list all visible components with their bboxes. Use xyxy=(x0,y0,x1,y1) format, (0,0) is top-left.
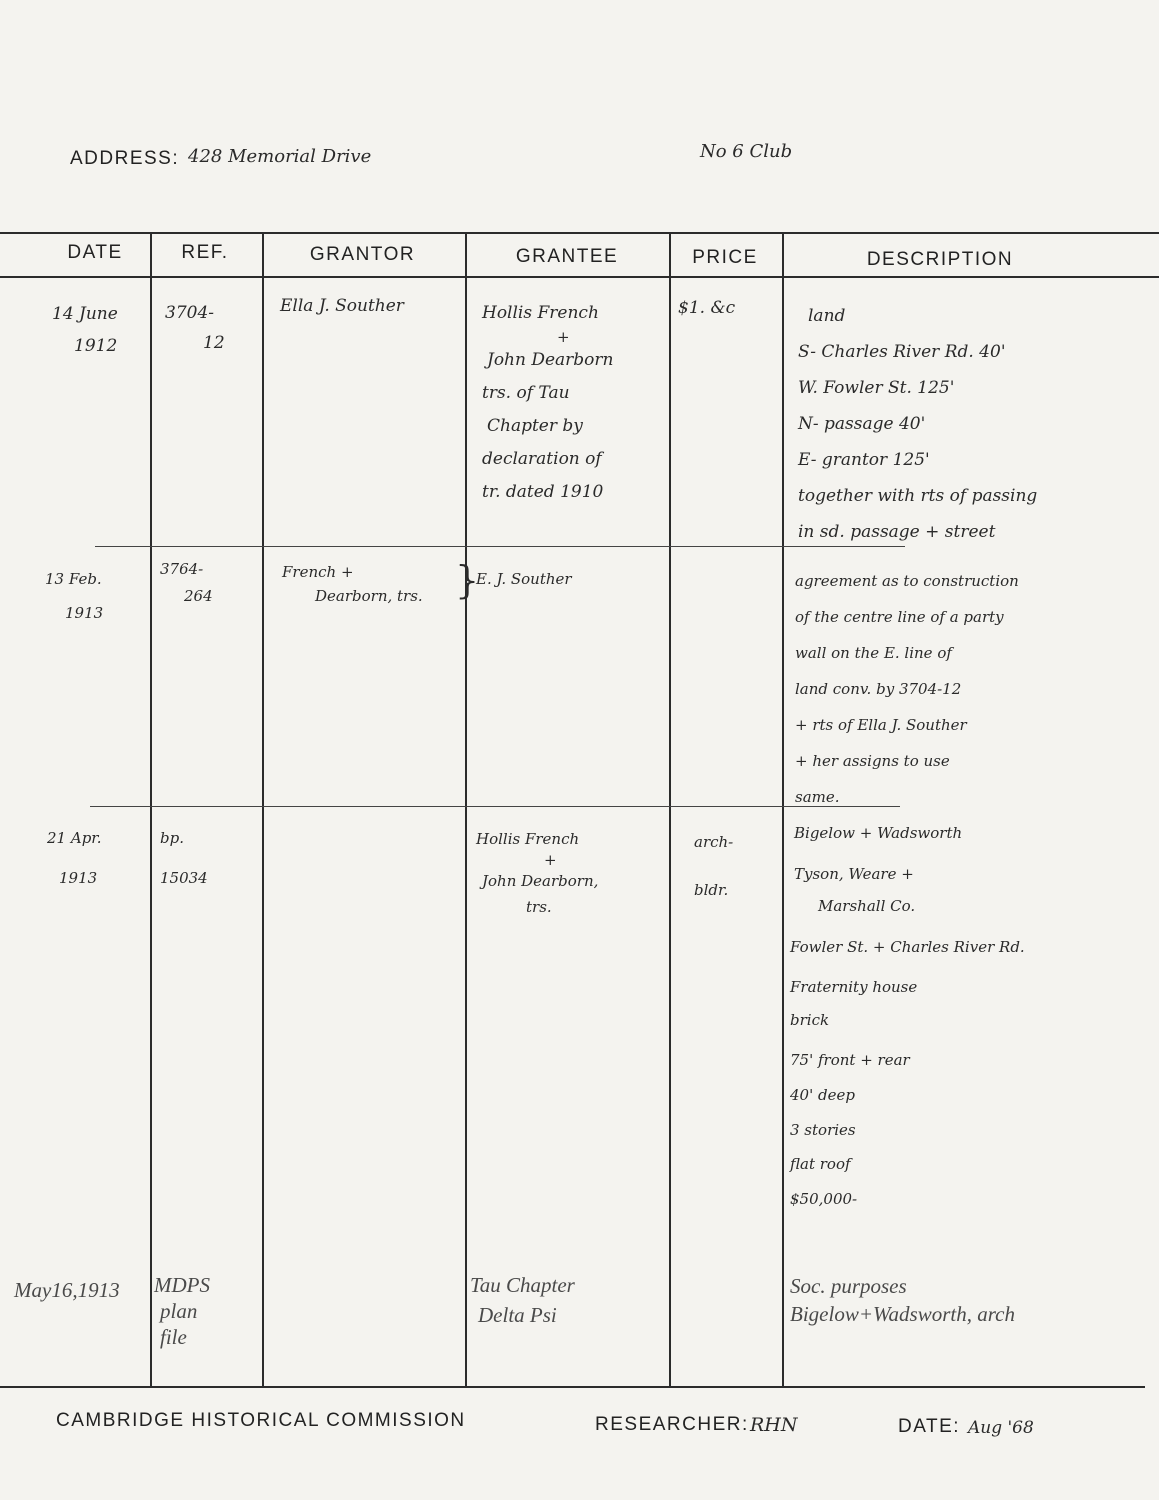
row4-grantee-line: Tau Chapter xyxy=(470,1273,575,1297)
footer-date-label: DATE: xyxy=(898,1416,961,1437)
row2-grantor-line: Dearborn, trs. xyxy=(315,587,423,605)
row2-desc-line: same. xyxy=(795,788,840,806)
table-bottom-rule xyxy=(0,1386,1145,1388)
row1-price xyxy=(678,298,735,318)
header-bottom-rule xyxy=(0,276,1159,278)
header-price: PRICE xyxy=(692,247,758,268)
row3-date xyxy=(47,818,102,898)
row4-desc-line: Bigelow+Wadsworth, arch xyxy=(790,1302,1015,1326)
row1-grantee-line: Hollis French xyxy=(482,303,599,323)
header-description: DESCRIPTION xyxy=(866,249,1014,270)
row1-date-line: 14 June xyxy=(52,304,118,324)
row3-desc-line: Tyson, Weare + xyxy=(794,865,914,883)
row3-desc-line: Fowler St. + Charles River Rd. xyxy=(790,938,1025,956)
footer-researcher-label: RESEARCHER: xyxy=(595,1414,749,1435)
footer-date-value: Aug '68 xyxy=(968,1418,1034,1438)
row3-ref-line: bp. xyxy=(160,829,184,847)
row2-desc-line: wall on the E. line of xyxy=(795,644,952,662)
row2-grantee-line: E. J. Souther xyxy=(476,570,572,588)
row1-grantor xyxy=(280,296,404,316)
row1-grantee-line: declaration of xyxy=(482,449,602,469)
row-separator-2 xyxy=(90,806,900,807)
row1-price-line: $1. &c xyxy=(678,298,736,318)
row-separator-1 xyxy=(95,546,905,547)
table-top-rule xyxy=(0,232,1159,234)
row1-date-line: 1912 xyxy=(74,336,118,356)
row4-date-line: May16,1913 xyxy=(14,1278,120,1302)
row3-desc-line: Marshall Co. xyxy=(818,897,916,915)
row3-grantee xyxy=(476,826,598,920)
row4-grantee-line: Delta Psi xyxy=(478,1303,557,1327)
row3-desc-line: Fraternity house xyxy=(790,978,918,996)
address-label: ADDRESS: xyxy=(70,148,180,169)
row3-ref xyxy=(160,818,208,898)
row2-grantor xyxy=(282,560,423,608)
row2-desc-line: agreement as to construction xyxy=(795,572,1019,590)
row2-ref xyxy=(160,556,213,610)
row3-grantee-line: Hollis French xyxy=(476,830,580,848)
row1-grantor-line: Ella J. Souther xyxy=(280,296,404,316)
club-name: No 6 Club xyxy=(700,141,793,162)
row1-grantee-line: Chapter by xyxy=(487,416,583,436)
row3-price xyxy=(694,818,733,914)
row3-grantee-line: + xyxy=(544,851,557,869)
row1-date xyxy=(52,298,118,362)
row4-desc-line: Soc. purposes xyxy=(790,1274,907,1298)
row4-ref-line: plan xyxy=(160,1299,198,1323)
row1-desc-line: E- grantor 125' xyxy=(798,450,930,470)
row1-grantee-line: John Dearborn xyxy=(487,350,614,370)
header-ref: REF. xyxy=(181,242,229,263)
header-grantor: GRANTOR xyxy=(309,244,416,265)
row3-grantee-line: trs. xyxy=(526,898,552,916)
header-date: DATE xyxy=(67,242,123,263)
row3-desc-line: $50,000- xyxy=(790,1190,858,1208)
row3-desc-line: flat roof xyxy=(790,1155,851,1173)
row3-price-line: arch- xyxy=(694,833,734,851)
row3-desc-line: brick xyxy=(790,1011,830,1029)
row3-desc-line: Bigelow + Wadsworth xyxy=(794,824,963,842)
row4-grantee xyxy=(470,1270,575,1330)
row1-grantee-line: + xyxy=(557,328,570,346)
row2-date xyxy=(45,562,103,630)
row1-ref-line: 12 xyxy=(203,333,225,353)
row2-desc-line: + her assigns to use xyxy=(795,752,950,770)
row3-description xyxy=(790,818,1025,1212)
row3-desc-line: 75' front + rear xyxy=(790,1051,910,1069)
row2-date-line: 13 Feb. xyxy=(45,570,102,588)
row2-desc-line: of the centre line of a party xyxy=(795,608,1004,626)
row1-grantee-line: tr. dated 1910 xyxy=(482,482,604,502)
row1-grantee-line: trs. of Tau xyxy=(482,383,570,403)
row1-desc-line: N- passage 40' xyxy=(798,414,926,434)
row2-brace-icon: } xyxy=(455,558,480,602)
col-divider-3 xyxy=(465,232,467,1386)
row1-desc-line: together with rts of passing xyxy=(798,486,1038,506)
row4-date xyxy=(14,1278,120,1303)
row3-desc-line: 40' deep xyxy=(790,1086,855,1104)
row4-ref-line: file xyxy=(160,1325,187,1349)
col-divider-1 xyxy=(150,232,152,1386)
row2-description xyxy=(795,563,1019,815)
row1-ref xyxy=(165,298,225,358)
row2-desc-line: land conv. by 3704-12 xyxy=(795,680,962,698)
row3-price-line: bldr. xyxy=(694,881,729,899)
row3-date-line: 1913 xyxy=(59,869,98,887)
row1-desc-line: W. Fowler St. 125' xyxy=(798,378,955,398)
row3-ref-line: 15034 xyxy=(160,869,208,887)
row2-desc-line: + rts of Ella J. Souther xyxy=(795,716,967,734)
row2-ref-line: 264 xyxy=(184,587,213,605)
row1-ref-line: 3704- xyxy=(165,303,215,323)
row2-date-line: 1913 xyxy=(65,604,104,622)
row1-desc-line: land xyxy=(808,306,846,326)
col-divider-5 xyxy=(782,232,784,1386)
row4-description xyxy=(790,1272,1015,1328)
footer-commission: CAMBRIDGE HISTORICAL COMMISSION xyxy=(56,1410,466,1431)
row4-ref-line: MDPS xyxy=(154,1273,210,1297)
row4-ref xyxy=(154,1272,210,1350)
row3-date-line: 21 Apr. xyxy=(47,829,102,847)
address-value: 428 Memorial Drive xyxy=(188,146,372,167)
row3-desc-line: 3 stories xyxy=(790,1121,856,1139)
header-grantee: GRANTEE xyxy=(515,246,619,267)
col-divider-4 xyxy=(669,232,671,1386)
footer-researcher-value: RHN xyxy=(750,1414,798,1436)
row1-desc-line: S- Charles River Rd. 40' xyxy=(798,342,1006,362)
row2-ref-line: 3764- xyxy=(160,560,204,578)
row1-description xyxy=(798,298,1037,550)
row2-grantor-line: French + xyxy=(282,563,354,581)
row1-grantee xyxy=(482,297,614,509)
row2-grantee xyxy=(476,570,572,588)
row1-desc-line: in sd. passage + street xyxy=(798,522,996,542)
row3-grantee-line: John Dearborn, xyxy=(482,872,599,890)
col-divider-2 xyxy=(262,232,264,1386)
